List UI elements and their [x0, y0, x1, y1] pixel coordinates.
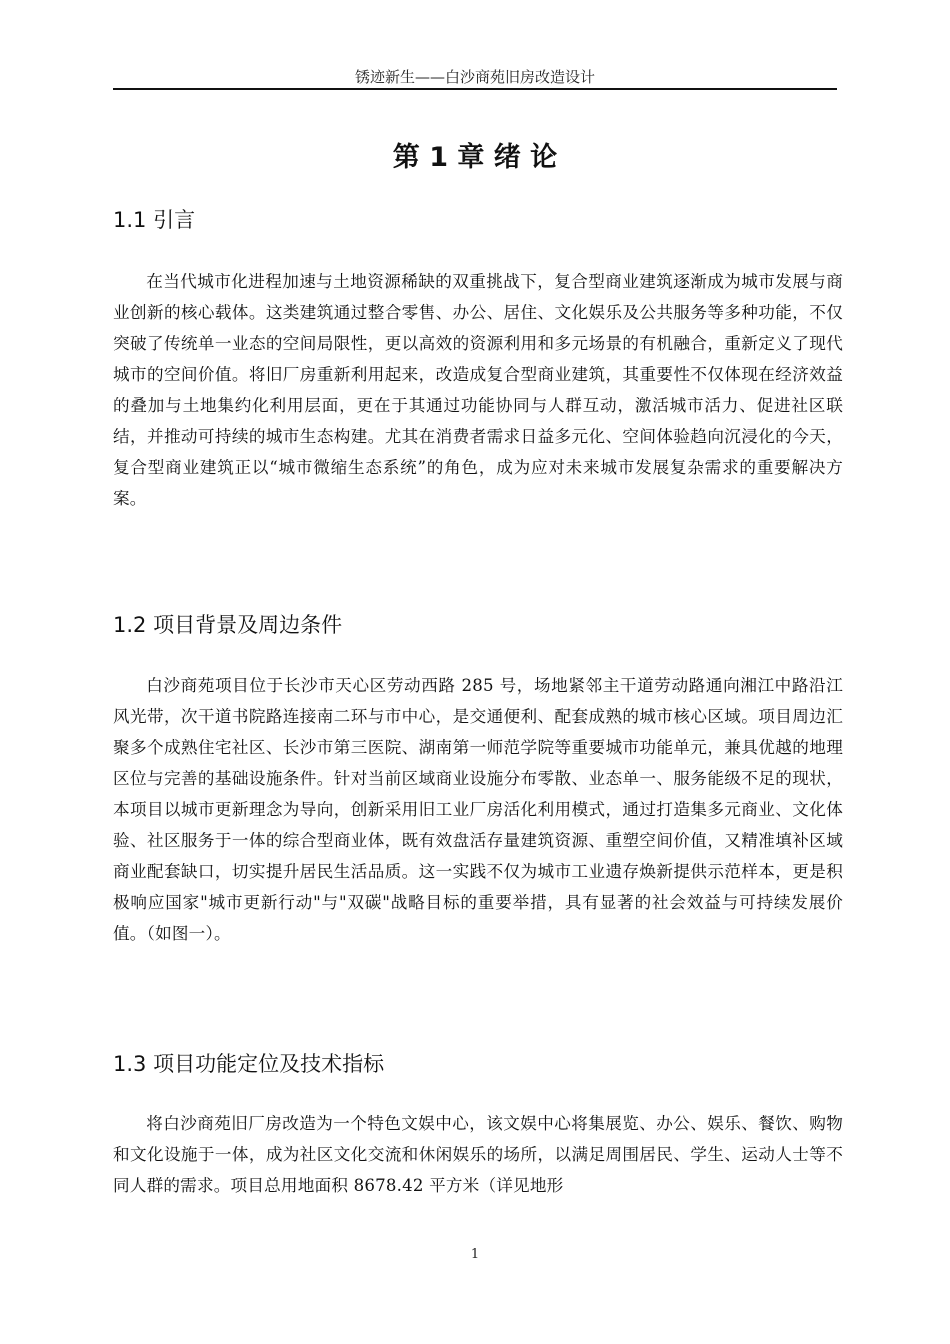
section-heading-background: 1.2 项目背景及周边条件 [113, 613, 343, 637]
page-number: 1 [470, 1247, 480, 1262]
paragraph-intro: 在当代城市化进程加速与土地资源稀缺的双重挑战下，复合型商业建筑逐渐成为城市发展与商业创新的核心载体。这类建筑通过整合零售、办公、居住、文化娱乐及公共服务等多种功能，不仅突破了传统单一业态的空间局限性，更以高效的资源利用和多元场景的有机融合，重新定义了现代城市的空间价值。将旧厂房重新利用起来，改造成复合型商业建筑，其重要性不仅体现在经济效益的叠加与土地集约化利用层面，更在于其通过功能协同与人群互动，激活城市活力、促进社区联结，并推动可持续的城市生态构建。尤其在消费者需求日益多元化、空间体验趋向沉浸化的今天，复合型商业建筑正以“城市微缩生态系统”的角色，成为应对未来城市发展复杂需求的重要解决方案。 [113, 272, 843, 508]
section-heading-intro: 1.1 引言 [113, 208, 196, 232]
header-rule [113, 88, 837, 90]
running-header: 锈迹新生——白沙商苑旧房改造设计 [354, 68, 595, 86]
paragraph-background: 白沙商苑项目位于长沙市天心区劳动西路 285 号，场地紧邻主干道劳动路通向湘江中路沿江风光带，次干道书院路连接南二环与市中心，是交通便利、配套成熟的城市核心区域。项目周边汇聚多个成熟住宅社区、长沙市第三医院、湖南第一师范学院等重要城市功能单元，兼具优越的地理区位与完善的基础设施条件。针对当前区域商业设施分布零散、业态单一、服务能级不足的现状，本项目以城市更新理念为导向，创新采用旧工业厂房活化利用模式，通过打造集多元商业、文化体验、社区服务于一体的综合型商业体，既有效盘活存量建筑资源、重塑空间价值，又精准填补区域商业配套缺口，切实提升居民生活品质。这一实践不仅为城市工业遗存焕新提供示范样本，更是积极响应国家"城市更新行动"与"双碳"战略目标的重要举措，具有显著的社会效益与可持续发展价值。（如图一）。 [113, 676, 843, 943]
paragraph-positioning: 将白沙商苑旧厂房改造为一个特色文娱中心，该文娱中心将集展览、办公、娱乐、餐饮、购物和文化设施于一体，成为社区文化交流和休闲娱乐的场所，以满足周围居民、学生、运动人士等不同人群的需求。项目总用地面积 8678.42 平方米（详见地形 [113, 1114, 843, 1195]
section-heading-positioning: 1.3 项目功能定位及技术指标 [113, 1052, 385, 1076]
chapter-title: 第 1 章 绪 论 [392, 142, 558, 173]
